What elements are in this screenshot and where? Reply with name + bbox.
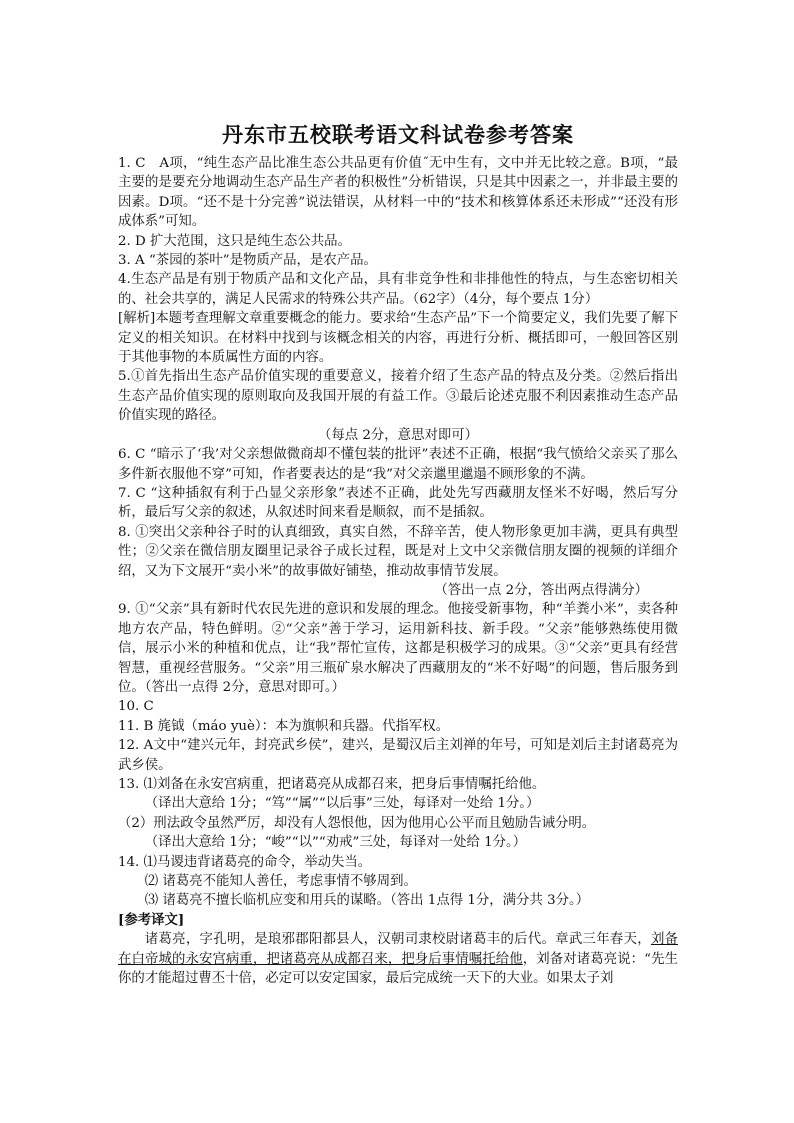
translation-part-3: ，刘备对诸葛亮说：“先生你的才能超过曹丕十倍，必定可以安定国家，最后完成统一天下的大业。如果太子刘: [118, 951, 678, 987]
analysis-q4: [解析]本题考查理解文章重要概念的能力。要求给“生态产品”下一个简要定义，我们先要了解下定义的相关知识。在材料中找到与该概念相关的内容，再进行分析、概括即可，一般回答区别于其他事物的本质属性方面的内容。: [118, 311, 678, 366]
answer-document: [118, 118, 678, 988]
answer-q7: 7. C “这种插叙有利于凸显父亲形象”表述不正确，此处先写西藏朋友怪米不好喝，然后写分析，最后写父亲的叙述，从叙述时间来看是顺叙，而不是插叙。: [118, 485, 678, 521]
answer-q9: 9. ①“父亲”具有新时代农民先进的意识和发展的理念。他接受新事物，种“羊粪小米”，卖各种地方农产品，特色鲜明。②“父亲”善于学习，运用新科技、新手段。“父亲”能够熟练使用微信，展示小米的种植和优点，让“我”帮忙宣传，这都是积极学习的成果。③“父亲”更具有经营智慧，重视经营服务。“父亲”用三瓶矿泉水解决了西藏朋友的“米不好喝”的问题，售后服务到位。（答出一点得 2分，意思对即可。）: [118, 602, 678, 695]
scoring-note-q13-1: （译出大意给 1分；“笃”“属”“以后事”三处，每译对一处给 1分。）: [144, 796, 540, 812]
answer-q13-2: （2）刑法政令虽然严厉，却没有人怨恨他，因为他用心公平而且勉励告诫分明。: [118, 815, 596, 831]
document-title: 丹东市五校联考语文科试卷参考答案: [222, 122, 574, 147]
answer-q1: 1. C A项，“纯生态产品比准生态公共品更有价值˝无中生有，文中并无比较之意。B项，“最主要的是要充分地调动生态产品生产者的积极性”分析错误，只是其中因素之一，并非最主要的因素。D项。“还不是十分完善”说法错误，从材料一中的“技术和核算体系还未形成”“还没有形成体系”可知。: [118, 156, 678, 230]
answer-q10: 10. C: [118, 699, 154, 715]
translation-part-1: 诸葛亮，字孔明，是琅邪郡阳都县人，汉朝司隶校尉诸葛丰的后代。章武三年春天，: [144, 932, 651, 948]
answer-q11: 11. B 旄钺（máo yuè）：本为旗帜和兵器。代指军权。: [118, 718, 450, 734]
answer-q5: 5.①首先指出生态产品价值实现的重要意义，接着介绍了生态产品的特点及分类。②然后指出生态产品价值实现的原则取向及我国开展的有益工作。③最后论述克服不利因素推动生态产品价值实现的路径。: [118, 369, 678, 424]
translation-underlined-part: 刘备在白帝城的永安宫病重，把诸葛亮从成都召来，把身后事情嘱托给他: [118, 932, 679, 967]
answer-q3: 3. A “茶园的茶叶”是物质产品，是农产品。: [118, 253, 377, 269]
reference-translation-text: [118, 930, 678, 988]
scoring-note-q8: （答出一点 2分，答出两点得满分）: [434, 582, 648, 598]
answer-q6: 6. C “暗示了‘我’对父亲想做微商却不懂包装的批评”表述不正确，根据“我气愤给父亲买了那么多件新衣服他不穿”可知，作者要表达的是“我”对父亲邋里邋遢不顾形象的不满。: [118, 447, 678, 482]
scoring-note-q5: （每点 2分，意思对即可）: [317, 427, 479, 443]
answer-q14-1: 14. ⑴马谡违背诸葛亮的命令，举动失当。: [118, 854, 372, 870]
answer-q8: 8. ①突出父亲种谷子时的认真细致，真实自然，不辞辛苦，使人物形象更加丰满，更具有典型性；②父亲在微信朋友圈里记录谷子成长过程，既是对上文中父亲微信朋友圈的视频的详细介绍，又为下文展开“卖小米”的故事做好铺垫，推动故事情节发展。: [118, 524, 678, 579]
scoring-note-q13-2: （译出大意给 1分；“峻”“以”“劝戒”三处，每译对一处给 1分。）: [144, 835, 527, 851]
reference-translation-heading: [参考译文]: [118, 911, 185, 928]
answer-q13-1: 13. ⑴刘备在永安宫病重，把诸葛亮从成都召来，把身后事情嘱托给他。: [118, 777, 546, 792]
answer-q14-3: ⑶ 诸葛亮不擅长临机应变和用兵的谋略。（答出 1点得 1分，满分共 3分。）: [144, 893, 590, 909]
answer-q12: 12. A文中“建兴元年，封亮武乡侯”，建兴，是蜀汉后主刘禅的年号，可知是刘后主封诸葛亮为武乡侯。: [118, 738, 678, 773]
answer-q2: 2. D 扩大范围，这只是纯生态公共品。: [118, 233, 351, 249]
answer-q4: 4.生态产品是有别于物质产品和文化产品，具有非竞争性和非排他性的特点，与生态密切相关的、社会共享的，满足人民需求的特殊公共产品。（62字）（4分，每个要点 1分）: [118, 272, 678, 307]
answer-q14-2: ⑵ 诸葛亮不能知人善任，考虑事情不够周到。: [144, 874, 417, 890]
